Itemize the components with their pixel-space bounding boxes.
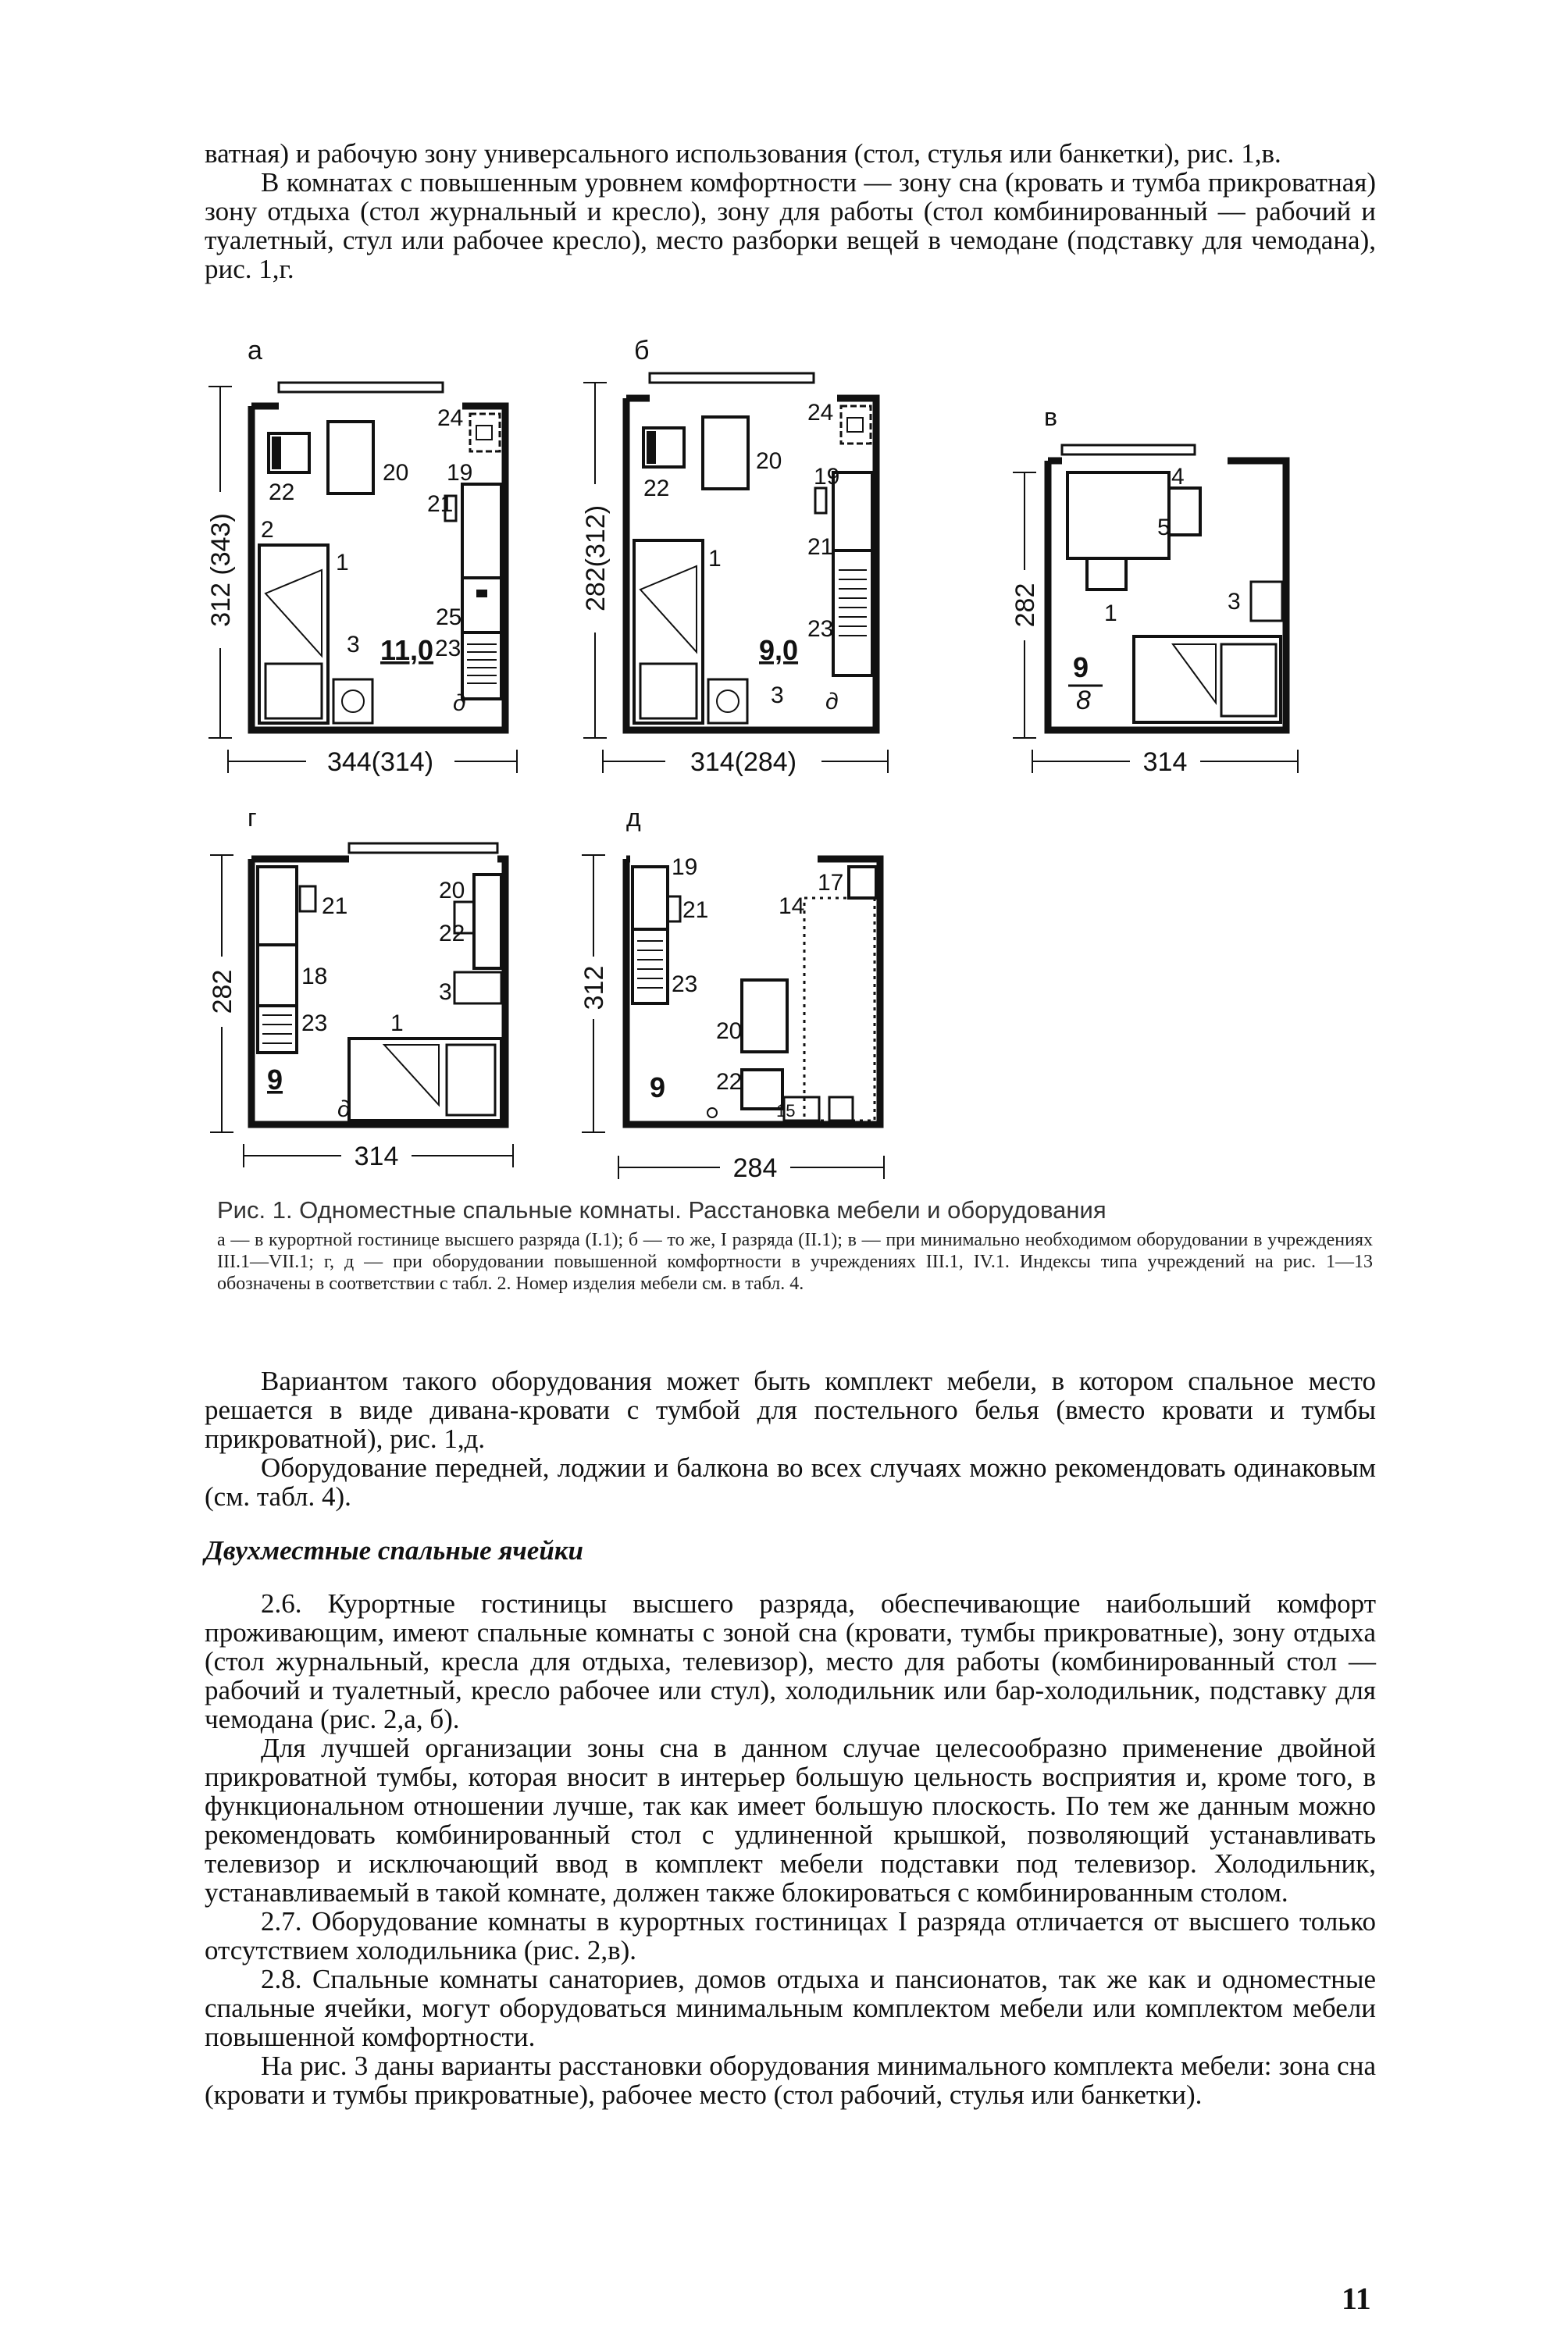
plan-b-mark-1: 1 (708, 546, 722, 572)
plan-g-dim-vertical: 282 (208, 969, 237, 1014)
section-text (205, 1589, 1376, 2109)
plan-v-mark-5: 5 (1157, 515, 1171, 540)
plan-a-mark-24: 24 (437, 405, 464, 431)
plan-a-dim-vertical: 312 (343) (206, 513, 236, 627)
plan-g-wardrobe (258, 867, 297, 945)
plan-g-table (474, 875, 501, 968)
section-paragraph-2: Для лучшей организации зоны сна в данном случае целесообразно применение двойной прикроватной тумбы, которая вносит в интерьер большую цельность восприятия и, кроме того, в функциональном отношении лучше, так как имеет большую плоскость. По тем же данным можно рекомендовать комбинированный стол с удлиненной крышкой, позволяющий устанавливать телевизор и исключающий ввод в комплект мебели подставки под телевизор. Холодильник, устанавливаемый в такой комнате, должен также блокироваться с комбинированным столом. (205, 1733, 1376, 1908)
plan-a-nightstand (333, 679, 372, 723)
plan-b-mark-22: 22 (643, 476, 670, 501)
plan-g-mark-22: 22 (439, 921, 465, 946)
plan-b-dim-horizontal: 314(284) (690, 747, 797, 777)
plan-g-letter: г (248, 804, 257, 832)
plan-b-table (703, 417, 748, 489)
plan-a-mark-3: 3 (347, 632, 360, 657)
plan-b-mark-20: 20 (756, 448, 782, 474)
section-paragraph-3: 2.7. Оборудование комнаты в курортных гостиницах I разряда отличается от высшего только отсутствием холодильника (рис. 2,в). (205, 1906, 1376, 1965)
plan-g-mark-18: 18 (301, 964, 328, 989)
plan-d-area: 9 (650, 1071, 666, 1103)
plan-a-walls (251, 406, 505, 730)
section-paragraph-5: На рис. 3 даны варианты расстановки оборудования минимального комплекта мебели: зона сна (кровати и тумбы прикроватные), рабочее место (стол рабочий, стулья или банкетки). (205, 2051, 1376, 2110)
plan-a-dim-horizontal: 344(314) (326, 747, 434, 777)
plan-g-mark-3: 3 (439, 979, 452, 1005)
plan-b-letter: б (634, 336, 650, 365)
plan-b-dim-vertical: 282(312) (581, 504, 611, 612)
plan-g-mark-21: 21 (322, 893, 348, 919)
plan-b-mark-3: 3 (771, 682, 784, 708)
plan-g-mark-d: д (337, 1096, 351, 1122)
plan-v-table (1067, 472, 1169, 558)
plan-a-mark-22: 22 (269, 479, 295, 505)
plan-a-mark-d: д (453, 690, 466, 716)
plan-b-mark-d: д (825, 689, 839, 715)
plan-v-area-num: 9 (1073, 651, 1089, 683)
plan-d-mark-14: 14 (779, 893, 805, 919)
page-number: 11 (1342, 2281, 1371, 2316)
plan-b-window (650, 373, 814, 383)
plan-b-fridge (841, 406, 871, 444)
plan-b-mark-19: 19 (814, 464, 840, 490)
plan-d-mark-19: 19 (672, 854, 698, 880)
section-paragraph-4: 2.8. Спальные комнаты санаториев, домов отдыха и пансионатов, так же как и одноместные спальные ячейки, могут оборудоваться минимальным комплектом мебели или комплектом мебели повышенной комфортности. (205, 1964, 1376, 2052)
plan-d-wardrobe (633, 867, 668, 929)
plan-v-dim-vertical: 282 (1010, 583, 1040, 628)
plan-g-window (349, 843, 497, 853)
plan-a-mark-20: 20 (383, 460, 409, 486)
plan-a-area: 11,0 (380, 634, 434, 666)
plan-d-sofa (804, 898, 875, 1121)
plan-d-mark-15: 15 (776, 1101, 796, 1121)
plan-v-window (1062, 445, 1195, 454)
plan-b-nightstand (708, 679, 747, 723)
plan-a-mark-2: 2 (261, 517, 274, 543)
plan-v-mark-1: 1 (1104, 600, 1117, 626)
figure-floor-plans (205, 336, 1376, 1183)
plan-a-table (328, 422, 373, 494)
plan-v-bed (1134, 636, 1281, 722)
plan-d-table (742, 980, 787, 1052)
after-caption-text (205, 1367, 1376, 1511)
plan-g-dim-horizontal: 314 (354, 1142, 399, 1171)
plan-v-area-den: 8 (1076, 686, 1091, 715)
intro-text (205, 139, 1376, 283)
plan-b-area: 9,0 (759, 634, 799, 666)
plan-g-mark-23: 23 (301, 1010, 328, 1036)
plan-g (208, 804, 513, 1171)
plan-b-mark-21: 21 (807, 534, 834, 560)
plan-g-walls (251, 859, 505, 1124)
plan-d-mark-20: 20 (716, 1018, 743, 1044)
plan-a-mark-19: 19 (447, 460, 473, 486)
plan-g-area: 9 (267, 1064, 283, 1096)
plan-d-dim-horizontal: 284 (732, 1153, 778, 1183)
plan-a-fridge (470, 414, 500, 451)
plan-g-bed (349, 1039, 501, 1121)
intro-paragraph-2: В комнатах с повышенным уровнем комфортности — зону сна (кровать и тумба прикроватная) зону отдыха (стол журнальный и кресло), зону для работы (стол комбинированный — рабочий и туалетный, стул или рабочее кресло), место разборки вещей в чемодане (подставку для чемодана), рис. 1,г. (205, 167, 1376, 284)
plan-d (579, 804, 884, 1183)
section-paragraph-1: 2.6. Курортные гостиницы высшего разряда, обеспечивающие наибольший комфорт проживающим, имеют спальные комнаты с зоной сна (кровати, тумбы прикроватные), зону отдыха (стол журнальный, кресла для отдыха, телевизор), место для работы (комбинированный стол — рабочий и туалетный, кресло рабочее или стул), холодильник или бар-холодильник, подставку для чемодана (рис. 2,а, б). (205, 1588, 1376, 1734)
plan-v-nightstand (1251, 582, 1282, 621)
plan-b-mark-24: 24 (807, 400, 834, 426)
plan-a-window (279, 383, 443, 392)
plan-a-wardrobe (462, 484, 501, 578)
plan-a-mark-21: 21 (427, 491, 454, 517)
plan-v-mark-3: 3 (1228, 589, 1241, 615)
plan-a-letter: а (248, 336, 262, 365)
plan-a-mark-1: 1 (336, 550, 349, 576)
plan-d-mark-17: 17 (818, 870, 844, 896)
plan-v (1010, 403, 1298, 777)
plan-a (206, 336, 517, 777)
intro-paragraph-1: ватная) и рабочую зону универсального использования (стол, стулья или банкетки), рис. 1,в. (205, 138, 1281, 169)
plan-v-letter: в (1044, 403, 1057, 431)
after-caption-paragraph-2: Оборудование передней, лоджии и балкона во всех случаях можно рекомендовать одинаковым (см. табл. 4). (205, 1452, 1376, 1512)
plan-v-dim-horizontal: 314 (1142, 747, 1188, 777)
plan-d-mark-21: 21 (682, 897, 709, 923)
plan-b-walls (626, 398, 876, 730)
plan-g-mark-20: 20 (439, 878, 465, 903)
plan-d-mark-22: 22 (716, 1069, 743, 1095)
plan-d-letter: д (626, 804, 641, 832)
plan-v-mark-4: 4 (1171, 464, 1185, 490)
plan-a-mark-23: 23 (435, 636, 461, 661)
plan-d-mark-23: 23 (672, 971, 698, 997)
section-heading: Двухместные спальные ячейки (205, 1535, 583, 1566)
figure-caption-title: Рис. 1. Одноместные спальные комнаты. Расстановка мебели и оборудования (217, 1196, 1107, 1224)
plan-b-mark-23: 23 (807, 616, 834, 642)
after-caption-paragraph-1: Вариантом такого оборудования может быть комплект мебели, в котором спальное место решается в виде дивана-кровати с тумбой для постельного белья (вместо кровати и тумбы прикроватной), рис. 1,д. (205, 1366, 1376, 1454)
plan-a-mark-25: 25 (436, 604, 462, 630)
figure-caption-body: а — в курортной гостинице высшего разряда (I.1); б — то же, I разряда (II.1); в — при минимально необходимом оборудовании в учреждениях III.1—VII.1; г, д — при оборудовании повышенной комфортности в учреждениях III.1, IV.1. Индексы типа учреждений на рис. 1—13 обозначены в соответствии с табл. 2. Номер изделия мебели см. в табл. 4. (217, 1230, 1373, 1294)
plan-g-mark-1: 1 (390, 1010, 404, 1036)
plan-d-dim-vertical: 312 (579, 965, 609, 1010)
plan-b (581, 336, 888, 777)
